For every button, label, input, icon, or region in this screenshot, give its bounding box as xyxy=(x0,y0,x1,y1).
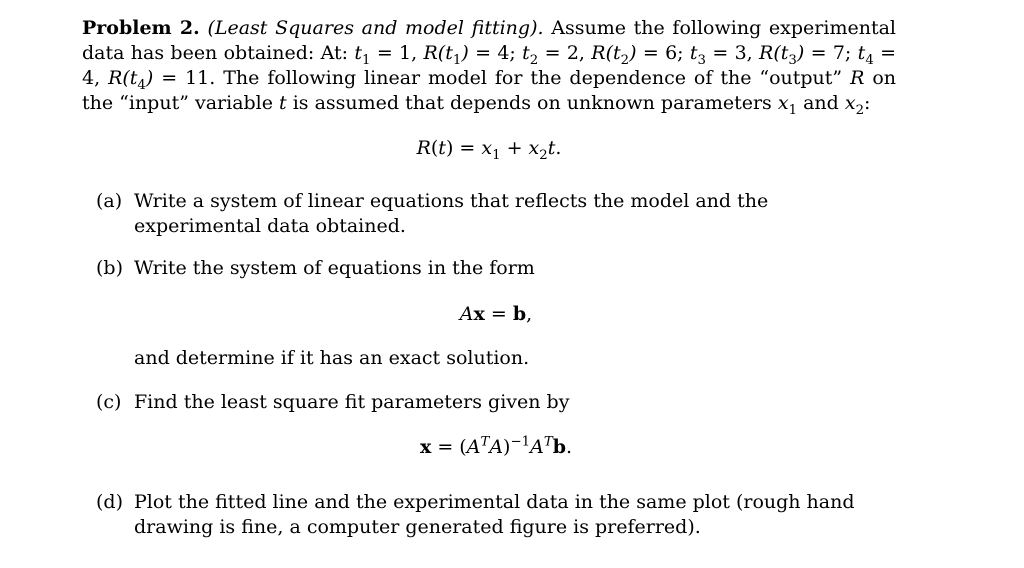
problem-intro: Assume the following experimental data has been obtained: At: xyxy=(82,17,896,64)
part-c-equation: $x = (A^TA)^{-1}A^Tb$. xyxy=(419,434,573,458)
part-b-equation: Ax = b, xyxy=(459,303,533,325)
problem-heading: Problem 2. xyxy=(82,17,200,39)
problem-page xyxy=(82,16,896,161)
model-equation: $R(t) = x_1 + x_2t$. xyxy=(416,137,562,163)
part-a-label: (a) xyxy=(96,190,123,212)
model-description: The following linear model for the dependence of the “output” R on the “input” variable t is assumed that depends on unknown parameters $x_1$ and $x_2$: xyxy=(82,67,896,118)
data-point-3: $t_3 = 3$, $R(t_3) = 7$; xyxy=(689,42,852,68)
data-point-4: $t_4 = 4$, $R(t_4) = 11$. xyxy=(82,42,897,93)
part-b-after: and determine if it has an exact solution. xyxy=(134,347,530,369)
part-b-text: Write the system of equations in the form xyxy=(134,257,535,279)
part-c-label: (c) xyxy=(96,391,122,413)
part-d-label: (d) xyxy=(96,491,123,513)
problem-statement xyxy=(82,16,896,116)
part-d-text: Plot the fitted line and the experimental data in the same plot (rough hand drawing is fine, a computer generated figure is preferred). xyxy=(134,491,855,538)
part-c-text: Find the least square fit parameters given by xyxy=(134,391,570,413)
problem-subtitle: (Least Squares and model fitting). xyxy=(207,17,544,39)
part-a-text: Write a system of linear equations that reflects the model and the experimental data obtained. xyxy=(134,190,769,237)
part-b-label: (b) xyxy=(96,257,123,279)
data-point-1: $t_1 = 1$, $R(t_1) = 4$; xyxy=(354,42,516,68)
part-b xyxy=(96,256,896,281)
data-point-2: $t_2 = 2$, $R(t_2) = 6$; xyxy=(522,42,684,68)
part-d xyxy=(96,490,896,540)
part-a xyxy=(96,189,896,239)
part-c xyxy=(96,390,896,415)
